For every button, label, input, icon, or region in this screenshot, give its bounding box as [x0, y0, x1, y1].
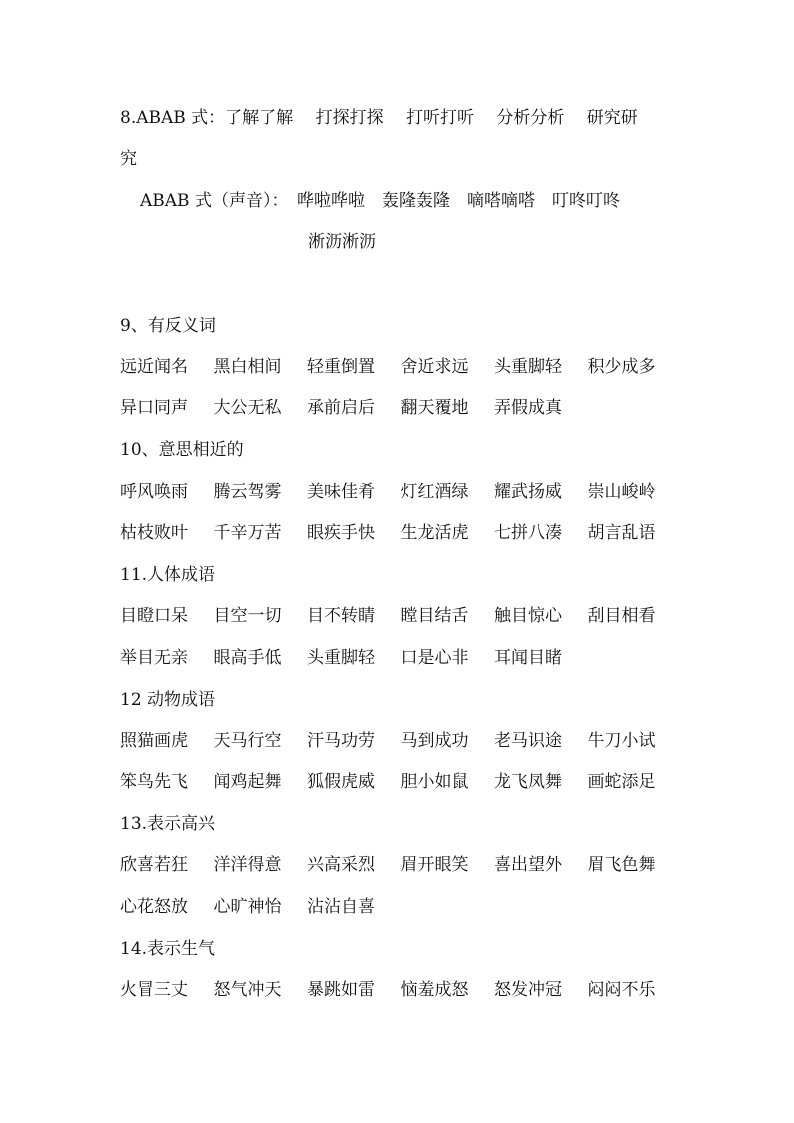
- sec11-row-1: [120, 604, 680, 628]
- idiom: 恼羞成怒: [400, 980, 469, 1000]
- sec12-row-1: [120, 729, 680, 753]
- idiom: 头重脚轻: [307, 648, 375, 668]
- idiom: 耳闻目睹: [494, 648, 562, 668]
- idiom: 欣喜若狂: [120, 855, 188, 875]
- idiom: 狐假虎威: [307, 772, 375, 792]
- sec10-heading: 10、意思相近的: [120, 440, 244, 460]
- idiom: 弄假成真: [494, 398, 562, 418]
- idiom: 怒气冲天: [213, 980, 282, 1000]
- idiom: 目瞪口呆: [120, 606, 188, 626]
- sec14-row-1: [120, 978, 680, 1002]
- idiom: 闷闷不乐: [587, 980, 656, 1000]
- sec11-row-2: [120, 646, 680, 670]
- idiom: 马到成功: [400, 731, 469, 751]
- idiom: 生龙活虎: [400, 523, 469, 543]
- idiom: 崇山峻岭: [587, 482, 656, 502]
- sec8-line-2: 究: [120, 149, 137, 169]
- idiom: 龙飞凤舞: [494, 772, 562, 792]
- idiom: 腾云驾雾: [213, 482, 282, 502]
- idiom: 天马行空: [213, 731, 282, 751]
- idiom: 头重脚轻: [494, 357, 562, 377]
- idiom: 汗马功劳: [307, 731, 375, 751]
- idiom: 牛刀小试: [587, 731, 656, 751]
- idiom: 灯红酒绿: [400, 482, 469, 502]
- idiom: 火冒三丈: [120, 980, 188, 1000]
- sec9-row-2: [120, 396, 680, 420]
- idiom: 举目无亲: [120, 648, 188, 668]
- idiom: 口是心非: [400, 648, 469, 668]
- sec10-row-2: [120, 521, 680, 545]
- sec9-heading: 9、有反义词: [120, 316, 216, 336]
- idiom: 目空一切: [213, 606, 282, 626]
- idiom: 喜出望外: [494, 855, 562, 875]
- idiom: 美味佳肴: [307, 482, 375, 502]
- sec8-line-4: 淅沥淅沥: [308, 232, 376, 252]
- idiom: 轻重倒置: [307, 357, 375, 377]
- idiom: 笨鸟先飞: [120, 772, 188, 792]
- idiom: 胆小如鼠: [400, 772, 469, 792]
- sec13-row-1: [120, 853, 680, 877]
- sec8-line-1: 8.ABAB 式：了解了解 打探打探 打听打听 分析分析 研究研: [120, 108, 638, 128]
- idiom: 沾沾自喜: [307, 897, 375, 917]
- idiom: 胡言乱语: [587, 523, 656, 543]
- sec10-row-1: [120, 480, 680, 504]
- sec11-heading: 11.人体成语: [120, 565, 216, 585]
- idiom: 眉飞色舞: [587, 855, 656, 875]
- idiom: 闻鸡起舞: [213, 772, 282, 792]
- sec12-row-2: [120, 770, 680, 794]
- idiom: 眼疾手快: [307, 523, 375, 543]
- idiom: 刮目相看: [587, 606, 656, 626]
- idiom: 积少成多: [587, 357, 656, 377]
- idiom: 大公无私: [213, 398, 282, 418]
- idiom: 触目惊心: [494, 606, 562, 626]
- idiom: 老马识途: [494, 731, 562, 751]
- idiom: 耀武扬威: [494, 482, 562, 502]
- idiom: 七拼八凑: [494, 523, 562, 543]
- idiom: 千辛万苦: [213, 523, 282, 543]
- sec12-heading: 12 动物成语: [120, 690, 216, 710]
- idiom: 眉开眼笑: [400, 855, 469, 875]
- idiom: 怒发冲冠: [494, 980, 562, 1000]
- idiom: 画蛇添足: [587, 772, 656, 792]
- sec14-heading: 14.表示生气: [120, 939, 216, 959]
- idiom: 心花怒放: [120, 897, 188, 917]
- idiom: 心旷神怡: [213, 897, 282, 917]
- sec13-heading: 13.表示高兴: [120, 814, 216, 834]
- idiom: 瞠目结舌: [400, 606, 469, 626]
- idiom: 兴高采烈: [307, 855, 375, 875]
- idiom: 承前启后: [307, 398, 375, 418]
- idiom: 照猫画虎: [120, 731, 188, 751]
- idiom: 眼高手低: [213, 648, 282, 668]
- idiom: 呼风唤雨: [120, 482, 188, 502]
- idiom: 异口同声: [120, 398, 188, 418]
- idiom: 舍近求远: [400, 357, 469, 377]
- sec13-row-2: [120, 895, 680, 919]
- sec8-line-3: ABAB 式（声音）： 哗啦哗啦 轰隆轰隆 嘀嗒嘀嗒 叮咚叮咚: [140, 191, 620, 211]
- sec9-row-1: [120, 355, 680, 379]
- idiom: 远近闻名: [120, 357, 188, 377]
- idiom: 暴跳如雷: [307, 980, 375, 1000]
- idiom: 枯枝败叶: [120, 523, 188, 543]
- idiom: 黑白相间: [213, 357, 282, 377]
- idiom: 目不转睛: [307, 606, 375, 626]
- idiom: 翻天覆地: [400, 398, 469, 418]
- idiom: 洋洋得意: [213, 855, 282, 875]
